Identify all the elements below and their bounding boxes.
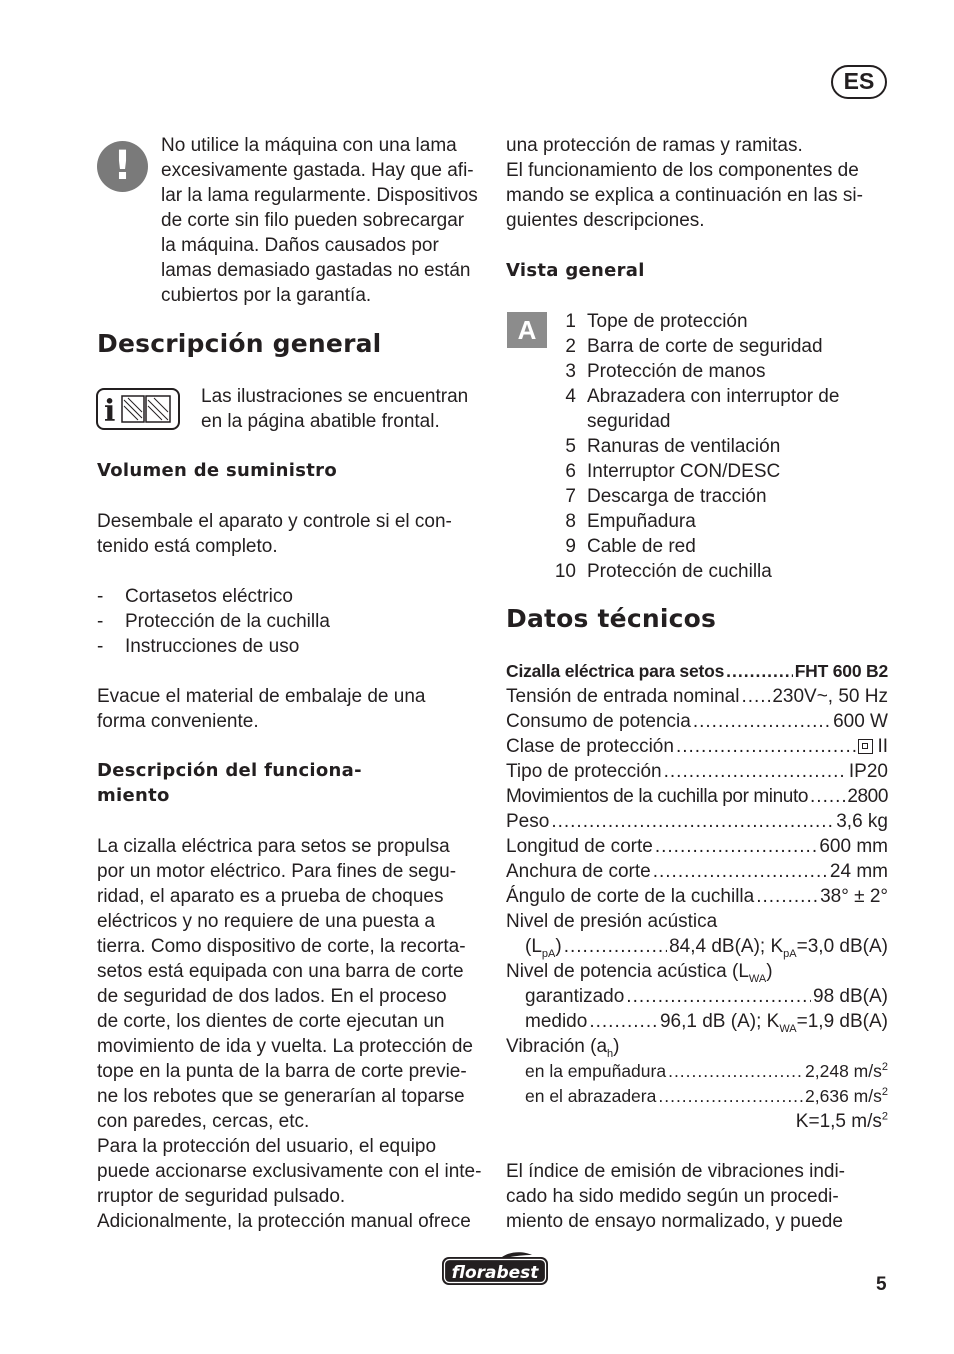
list-item: 6 Interruptor CON/DESC — [565, 461, 781, 482]
figure-label: A — [507, 312, 547, 348]
warning-line: excesivamente gastada. Hay que afi- — [161, 160, 474, 181]
spec-row-weight: Peso ..... 3,6 kg — [506, 809, 888, 834]
function-line: de corte, los dientes de corte ejecutan un — [97, 1011, 445, 1032]
function-line: una protección de ramas y ramitas. — [506, 135, 803, 156]
spec-row-ip: Tipo de protección ..... IP20 — [506, 759, 888, 784]
overview-list — [545, 309, 890, 584]
supply-outro — [97, 684, 492, 734]
function-line: guientes descripciones. — [506, 210, 705, 231]
info-text — [201, 384, 491, 434]
warning-line: No utilice la máquina con una lama — [161, 135, 457, 156]
list-item: 5 Ranuras de ventilación — [565, 436, 781, 457]
function-line: por un motor eléctrico. Para fines de segu- — [97, 861, 457, 882]
overview-heading: Vista general — [506, 260, 645, 281]
spec-row-class: Clase de protección ..... II — [506, 734, 888, 759]
supply-outro-line: forma conveniente. — [97, 711, 259, 732]
supply-outro-line: Evacue el material de embalaje de una — [97, 686, 426, 707]
spec-row-power-level-label: Nivel de potencia acústica $(L_{WA})$ — [506, 961, 773, 985]
specs-heading: Datos técnicos — [506, 604, 717, 633]
spec-row-power: Consumo de potencia ..... 600 W — [506, 709, 888, 734]
info-line: Las ilustraciones se encuentran — [201, 386, 469, 407]
function-line: Adicionalmente, la protección manual ofrece — [97, 1211, 471, 1232]
function-line: eléctricos y no requiere de una puesta a — [97, 911, 435, 932]
protection-class-icon — [858, 739, 873, 754]
warning-line: lar la lama regularmente. Dispositivos — [161, 185, 478, 206]
supply-intro-line: tenido está completo. — [97, 536, 278, 557]
supply-intro-line: Desembale el aparato y controle si el con- — [97, 511, 452, 532]
emission-line: miento de ensayo normalizado, y puede — [506, 1211, 843, 1232]
spec-row-guaranteed: garantizado ..... 98 dB(A) — [506, 984, 888, 1009]
list-item: 1 Tope de protección — [565, 311, 748, 332]
function-heading — [97, 758, 362, 808]
function-line: rruptor de seguridad pulsado. — [97, 1186, 346, 1207]
spec-row-cut-width: Anchura de corte ..... 24 mm — [506, 859, 888, 884]
list-item: - Cortasetos eléctrico — [97, 584, 492, 609]
spec-row-vibration-label: Vibración $(a_h)$ — [506, 1036, 620, 1060]
function-line: de seguridad de dos lados. En el proceso — [97, 986, 447, 1007]
florabest-logo — [440, 1252, 550, 1288]
list-item: 8 Empuñadura — [565, 511, 696, 532]
warning-line: la máquina. Daños causados por — [161, 235, 439, 256]
list-item: 7 Descarga de tracción — [565, 486, 767, 507]
function-line: mando se explica a continuación en las si- — [506, 185, 863, 206]
function-line: tope en la punta de la barra de corte previe- — [97, 1061, 467, 1082]
function-text — [97, 834, 492, 1234]
spec-row-angle: Ángulo de corte de la cuchilla ..... 38° ± 2° — [506, 884, 888, 909]
spec-row-measured: medido ..... 96,1 dB (A); $K_{WA}=1,9$ dB(A) — [506, 1009, 888, 1034]
function-heading-line: miento — [97, 785, 170, 806]
function-line: La cizalla eléctrica para setos se propulsa — [97, 836, 450, 857]
spec-row-voltage: Tensión de entrada nominal ..... 230V~, 50 Hz — [506, 684, 888, 709]
info-line: en la página abatible frontal. — [201, 411, 440, 432]
spec-row-model: Cizalla eléctrica para setos ..... FHT 600 B2 — [506, 659, 888, 684]
info-book-icon — [96, 388, 180, 430]
list-item: 10 Protección de cuchilla — [554, 561, 772, 582]
spec-row-strokes: Movimientos de la cuchilla por minuto ..... 2800 — [506, 784, 888, 809]
function-continuation — [506, 133, 891, 233]
list-item: 2 Barra de corte de seguridad — [565, 336, 823, 357]
function-line: setos está equipada con una barra de corte — [97, 961, 464, 982]
spec-row-handle: en la empuñadura ..... 2,248 $m/s^2$ — [506, 1059, 888, 1084]
page-number: 5 — [876, 1274, 887, 1295]
supply-intro — [97, 509, 492, 559]
svg-text:florabest: florabest — [451, 1263, 539, 1283]
spec-row-pressure: $(L_{pA})$ ..... 84,4 dB(A); $K_{pA}=3,0$ dB(A) — [506, 934, 888, 959]
emission-line: cado ha sido medido según un procedi- — [506, 1186, 839, 1207]
function-line: puede accionarse exclusivamente con el inte- — [97, 1161, 482, 1182]
emission-text — [506, 1159, 891, 1234]
supply-heading: Volumen de suministro — [97, 460, 338, 481]
supply-list — [97, 584, 492, 659]
warning-text — [161, 133, 491, 308]
spec-row-clamp: en el abrazadera ..... 2,636 $m/s^2$ — [506, 1084, 888, 1109]
language-badge: ES — [831, 65, 887, 99]
svg-text:i: i — [104, 394, 116, 428]
function-line: El funcionamiento de los componentes de — [506, 160, 859, 181]
warning-line: lamas demasiado gastadas no están — [161, 260, 471, 281]
list-item: - Instrucciones de uso — [97, 634, 492, 659]
emission-line: El índice de emisión de vibraciones indi- — [506, 1161, 846, 1182]
spec-row-k: K=1,5 $m/s^2$ — [795, 1110, 888, 1132]
function-heading-line: Descripción del funciona- — [97, 760, 362, 781]
list-item: seguridad — [587, 411, 671, 432]
spec-row-cut-length: Longitud de corte ..... 600 mm — [506, 834, 888, 859]
list-item: - Protección de la cuchilla — [97, 609, 492, 634]
warning-line: cubiertos por la garantía. — [161, 285, 372, 306]
function-line: Para la protección del usuario, el equipo — [97, 1136, 437, 1157]
function-line: con paredes, cercas, etc. — [97, 1111, 310, 1132]
list-item: 9 Cable de red — [565, 536, 696, 557]
spec-row-pressure-label: Nivel de presión acústica — [506, 911, 718, 932]
function-line: tierra. Como dispositivo de corte, la recorta- — [97, 936, 466, 957]
function-line: movimiento de ida y vuelta. La protección de — [97, 1036, 473, 1057]
exclamation-icon: ! — [97, 141, 148, 192]
specs-table — [506, 659, 888, 1134]
list-item: 4 Abrazadera con interruptor de — [565, 386, 840, 407]
general-heading: Descripción general — [97, 329, 382, 358]
warning-line: de corte sin filo pueden sobrecargar — [161, 210, 465, 231]
function-line: ne los rebotes que se generarían al toparse — [97, 1086, 465, 1107]
list-item: 3 Protección de manos — [565, 361, 766, 382]
function-line: ridad, el aparato es a prueba de choques — [97, 886, 444, 907]
